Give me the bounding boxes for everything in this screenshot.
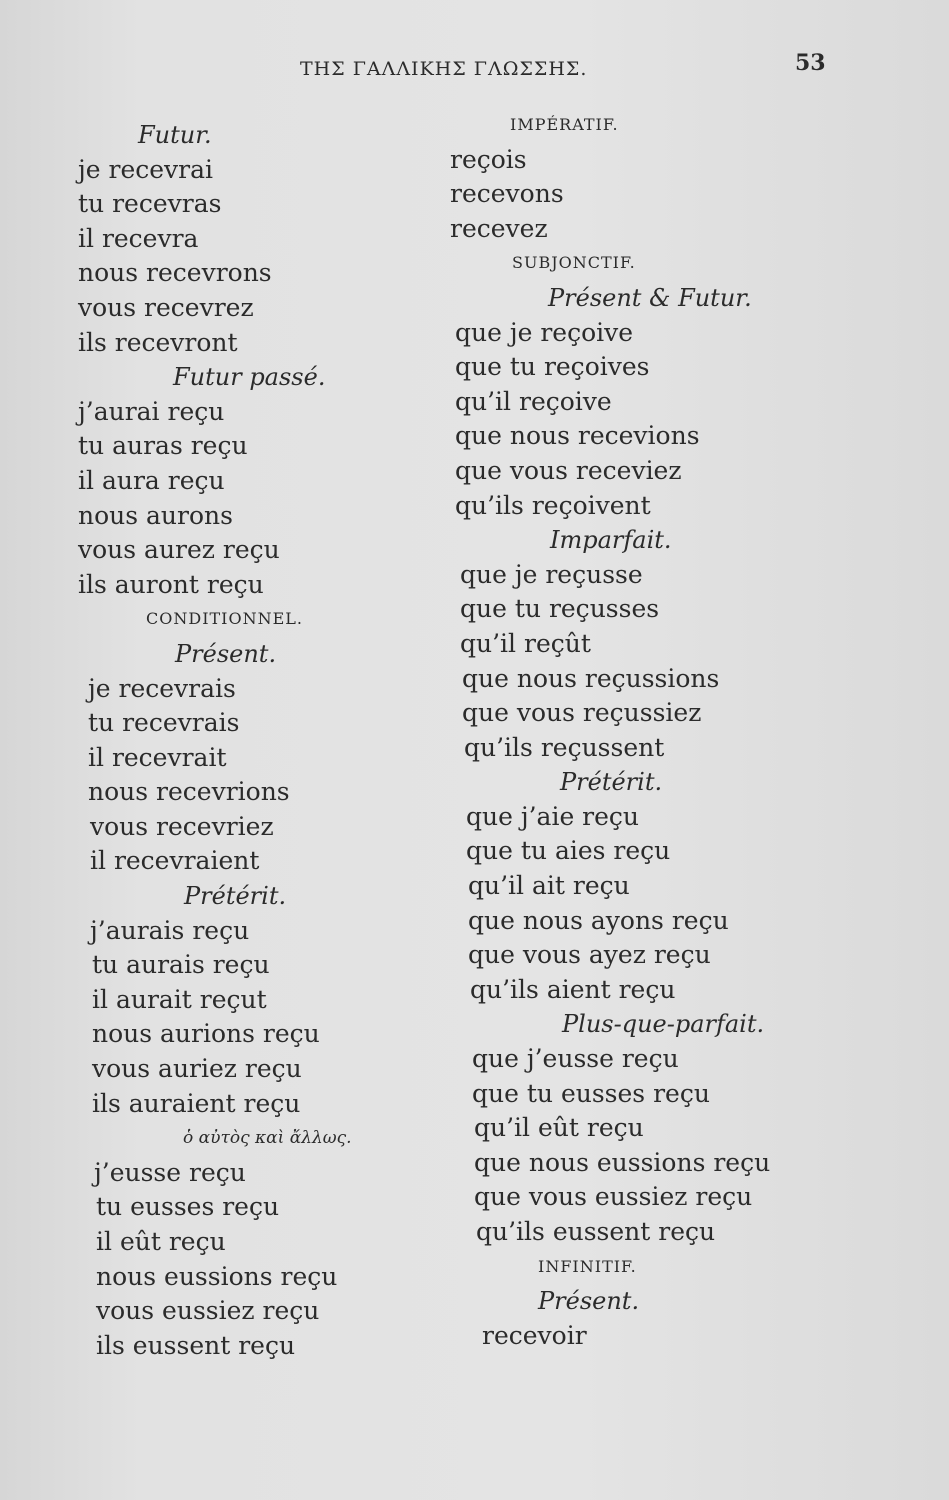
- conjugation-line: que vous ayez reçu: [468, 940, 711, 970]
- conjugation-line: ils auront reçu: [78, 569, 264, 599]
- conjugation-line: recevez: [450, 213, 548, 243]
- conjugation-line: nous eussions reçu: [96, 1261, 338, 1291]
- left-column: [78, 118, 438, 1363]
- conjugation-line: tu recevrais: [88, 708, 240, 738]
- tense-heading: Prétérit.: [560, 768, 663, 797]
- conjugation-line: que je reçusse: [460, 559, 643, 589]
- conjugation-line: je recevrais: [88, 673, 236, 703]
- conjugation-line: tu eusses reçu: [96, 1192, 280, 1222]
- conjugation-line: nous recevrons: [78, 258, 272, 288]
- tense-heading: Futur.: [138, 121, 212, 149]
- conjugation-line: j’eusse reçu: [94, 1157, 246, 1187]
- conjugation-line: que je reçoive: [455, 317, 634, 347]
- conjugation-line: que nous eussions reçu: [474, 1147, 771, 1177]
- conjugation-line: que j’aie reçu: [466, 801, 640, 831]
- conjugation-line: que vous receviez: [455, 455, 682, 485]
- conjugation-line: tu recevras: [78, 189, 222, 219]
- running-head: ΤΗΣ ΓΑΛΛΙΚΗΣ ΓΛΩΣΣΗΣ.: [300, 58, 588, 80]
- tense-heading: Présent.: [175, 639, 277, 668]
- conjugation-line: qu’il reçût: [460, 628, 591, 658]
- conjugation-line: qu’il ait reçu: [468, 871, 630, 901]
- conjugation-line: que nous recevions: [455, 421, 700, 451]
- page-number: 53: [795, 50, 826, 76]
- conjugation-line: qu’ils aient reçu: [470, 974, 676, 1004]
- conjugation-line: que tu reçoives: [455, 352, 650, 382]
- tense-heading: Imparfait.: [550, 526, 672, 555]
- mood-heading: INFINITIF.: [538, 1256, 637, 1276]
- conjugation-line: recevoir: [482, 1320, 587, 1350]
- conjugation-line: ils auraient reçu: [92, 1088, 301, 1118]
- conjugation-line: tu aurais reçu: [92, 950, 270, 980]
- greek-note: ὁ αὐτὸς καὶ ἄλλως.: [183, 1128, 352, 1149]
- conjugation-line: que nous reçussions: [462, 663, 720, 693]
- tense-heading: Présent & Futur.: [548, 283, 752, 312]
- conjugation-line: vous recevriez: [90, 811, 274, 841]
- conjugation-line: tu auras reçu: [78, 431, 248, 461]
- conjugation-line: qu’il reçoive: [455, 386, 612, 416]
- tense-heading: Prétérit.: [184, 882, 287, 911]
- tense-heading: Plus-que-parfait.: [562, 1010, 765, 1039]
- conjugation-line: nous recevrions: [88, 777, 290, 807]
- mood-heading: IMPÉRATIF.: [510, 115, 619, 134]
- conjugation-line: reçois: [450, 144, 527, 174]
- conjugation-line: que tu eusses reçu: [472, 1078, 710, 1108]
- conjugation-line: qu’il eût reçu: [474, 1113, 644, 1143]
- conjugation-line: il aurait reçut: [92, 984, 267, 1014]
- conjugation-line: que tu reçusses: [460, 594, 660, 624]
- conjugation-line: nous aurions reçu: [92, 1019, 320, 1049]
- conjugation-line: recevons: [450, 179, 564, 209]
- conjugation-line: qu’ils reçoivent: [455, 490, 651, 520]
- mood-heading: SUBJONCTIF.: [512, 253, 636, 273]
- conjugation-line: il recevrait: [88, 742, 227, 772]
- conjugation-line: il aura reçu: [78, 465, 225, 495]
- conjugation-line: qu’ils eussent reçu: [476, 1217, 716, 1246]
- conjugation-line: je recevrai: [78, 154, 214, 184]
- conjugation-line: vous eussiez reçu: [96, 1296, 320, 1326]
- conjugation-line: vous auriez reçu: [92, 1054, 302, 1084]
- tense-heading: Présent.: [538, 1287, 640, 1316]
- conjugation-line: que nous ayons reçu: [468, 905, 729, 935]
- conjugation-line: il recevra: [78, 223, 199, 253]
- conjugation-line: nous aurons: [78, 500, 233, 530]
- conjugation-line: ils recevront: [78, 327, 238, 357]
- conjugation-line: il recevraient: [90, 846, 260, 876]
- conjugation-line: que vous reçussiez: [462, 698, 702, 728]
- conjugation-line: j’aurais reçu: [90, 915, 250, 945]
- conjugation-line: que vous eussiez reçu: [474, 1182, 753, 1212]
- conjugation-line: ils eussent reçu: [96, 1330, 296, 1360]
- conjugation-line: j’aurai reçu: [78, 396, 225, 426]
- conjugation-line: il eût reçu: [96, 1227, 226, 1256]
- mood-heading: CONDITIONNEL.: [146, 609, 304, 629]
- tense-heading: Futur passé.: [173, 363, 326, 392]
- conjugation-line: que j’eusse reçu: [472, 1044, 679, 1074]
- conjugation-line: qu’ils reçussent: [464, 732, 665, 762]
- conjugation-line: vous recevrez: [78, 292, 254, 322]
- conjugation-line: vous aurez reçu: [78, 535, 280, 565]
- right-column: [450, 108, 830, 1353]
- conjugation-line: que tu aies reçu: [466, 836, 671, 866]
